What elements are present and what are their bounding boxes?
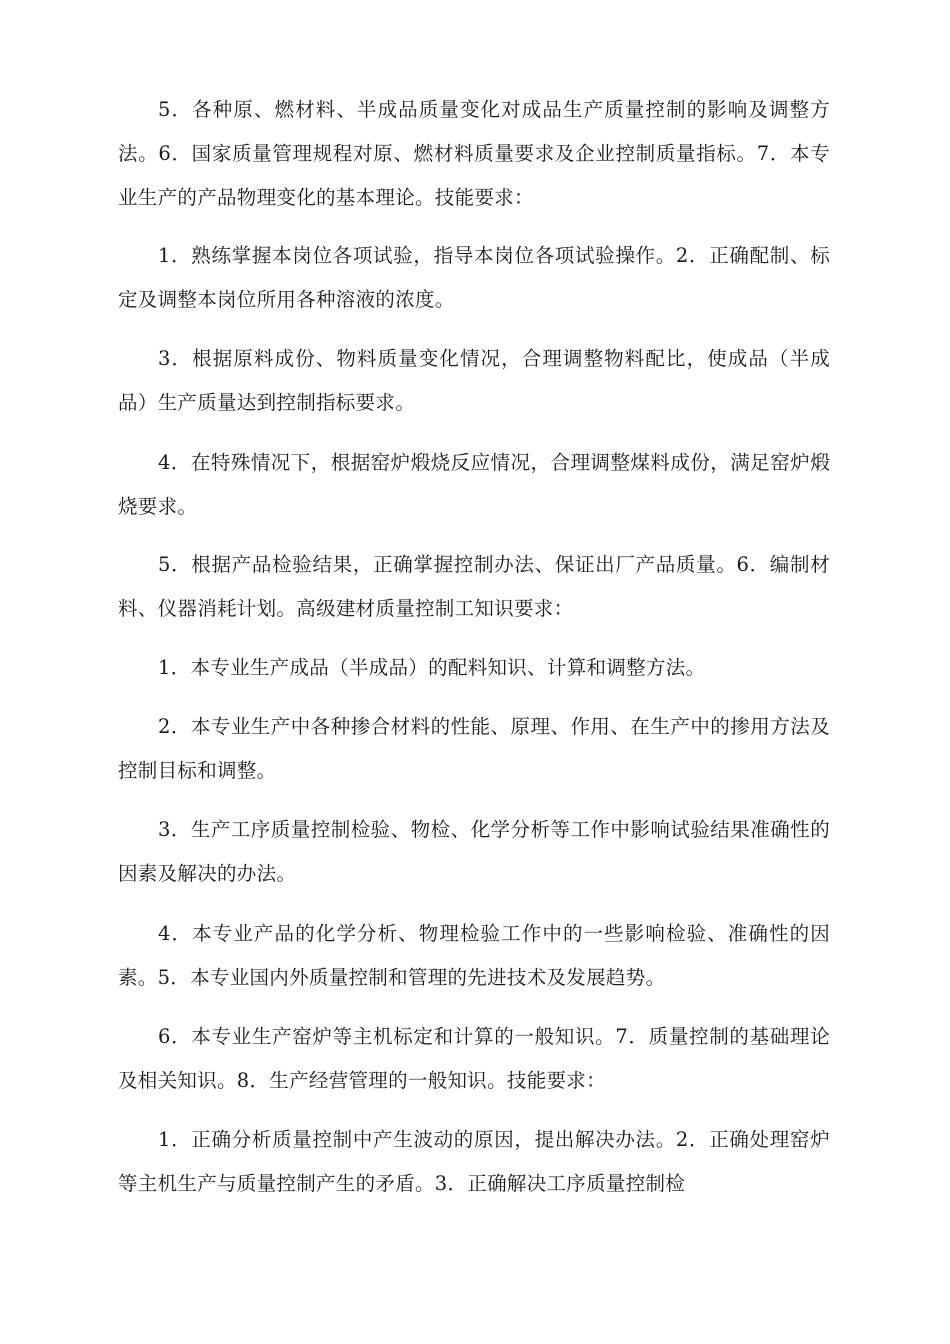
paragraph-senior-skills-1: 1．正确分析质量控制中产生波动的原因，提出解决办法。2．正确处理窑炉等主机生产与质量控制产生的矛盾。3．正确解决工序质量控制检 bbox=[118, 1128, 830, 1195]
paragraph-senior-knowledge-3: 3．生产工序质量控制检验、物检、化学分析等工作中影响试验结果准确性的因素及解决的办法。 bbox=[118, 818, 830, 885]
paragraph-skill-requirements-5: 5．根据产品检验结果，正确掌握控制办法、保证出厂产品质量。6．编制材料、仪器消耗计划。高级建材质量控制工知识要求： bbox=[118, 553, 830, 620]
paragraph-raw-material-knowledge: 5．各种原、燃材料、半成品质量变化对成品生产质量控制的影响及调整方法。6．国家质量管理规程对原、燃材料质量要求及企业控制质量指标。7．本专业生产的产品物理变化的基本理论。技能要求： bbox=[118, 98, 830, 209]
paragraph-senior-knowledge-2: 2．本专业生产中各种掺合材料的性能、原理、作用、在生产中的掺用方法及控制目标和调整。 bbox=[118, 715, 830, 782]
paragraph-senior-knowledge-1: 1．本专业生产成品（半成品）的配料知识、计算和调整方法。 bbox=[158, 656, 706, 679]
paragraph-skill-requirements-3: 3．根据原料成份、物料质量变化情况，合理调整物料配比，使成品（半成品）生产质量达到控制指标要求。 bbox=[118, 347, 830, 414]
paragraph-skill-requirements-1: 1．熟练掌握本岗位各项试验，指导本岗位各项试验操作。2．正确配制、标定及调整本岗位所用各种溶液的浓度。 bbox=[118, 244, 830, 311]
paragraph-skill-requirements-4: 4．在特殊情况下，根据窑炉煅烧反应情况，合理调整煤料成份，满足窑炉煅烧要求。 bbox=[118, 451, 830, 518]
paragraph-senior-knowledge-6: 6．本专业生产窑炉等主机标定和计算的一般知识。7．质量控制的基础理论及相关知识。8．生产经营管理的一般知识。技能要求： bbox=[118, 1025, 830, 1092]
paragraph-senior-knowledge-4: 4．本专业产品的化学分析、物理检验工作中的一些影响检验、准确性的因素。5．本专业国内外质量控制和管理的先进技术及发展趋势。 bbox=[118, 922, 830, 989]
